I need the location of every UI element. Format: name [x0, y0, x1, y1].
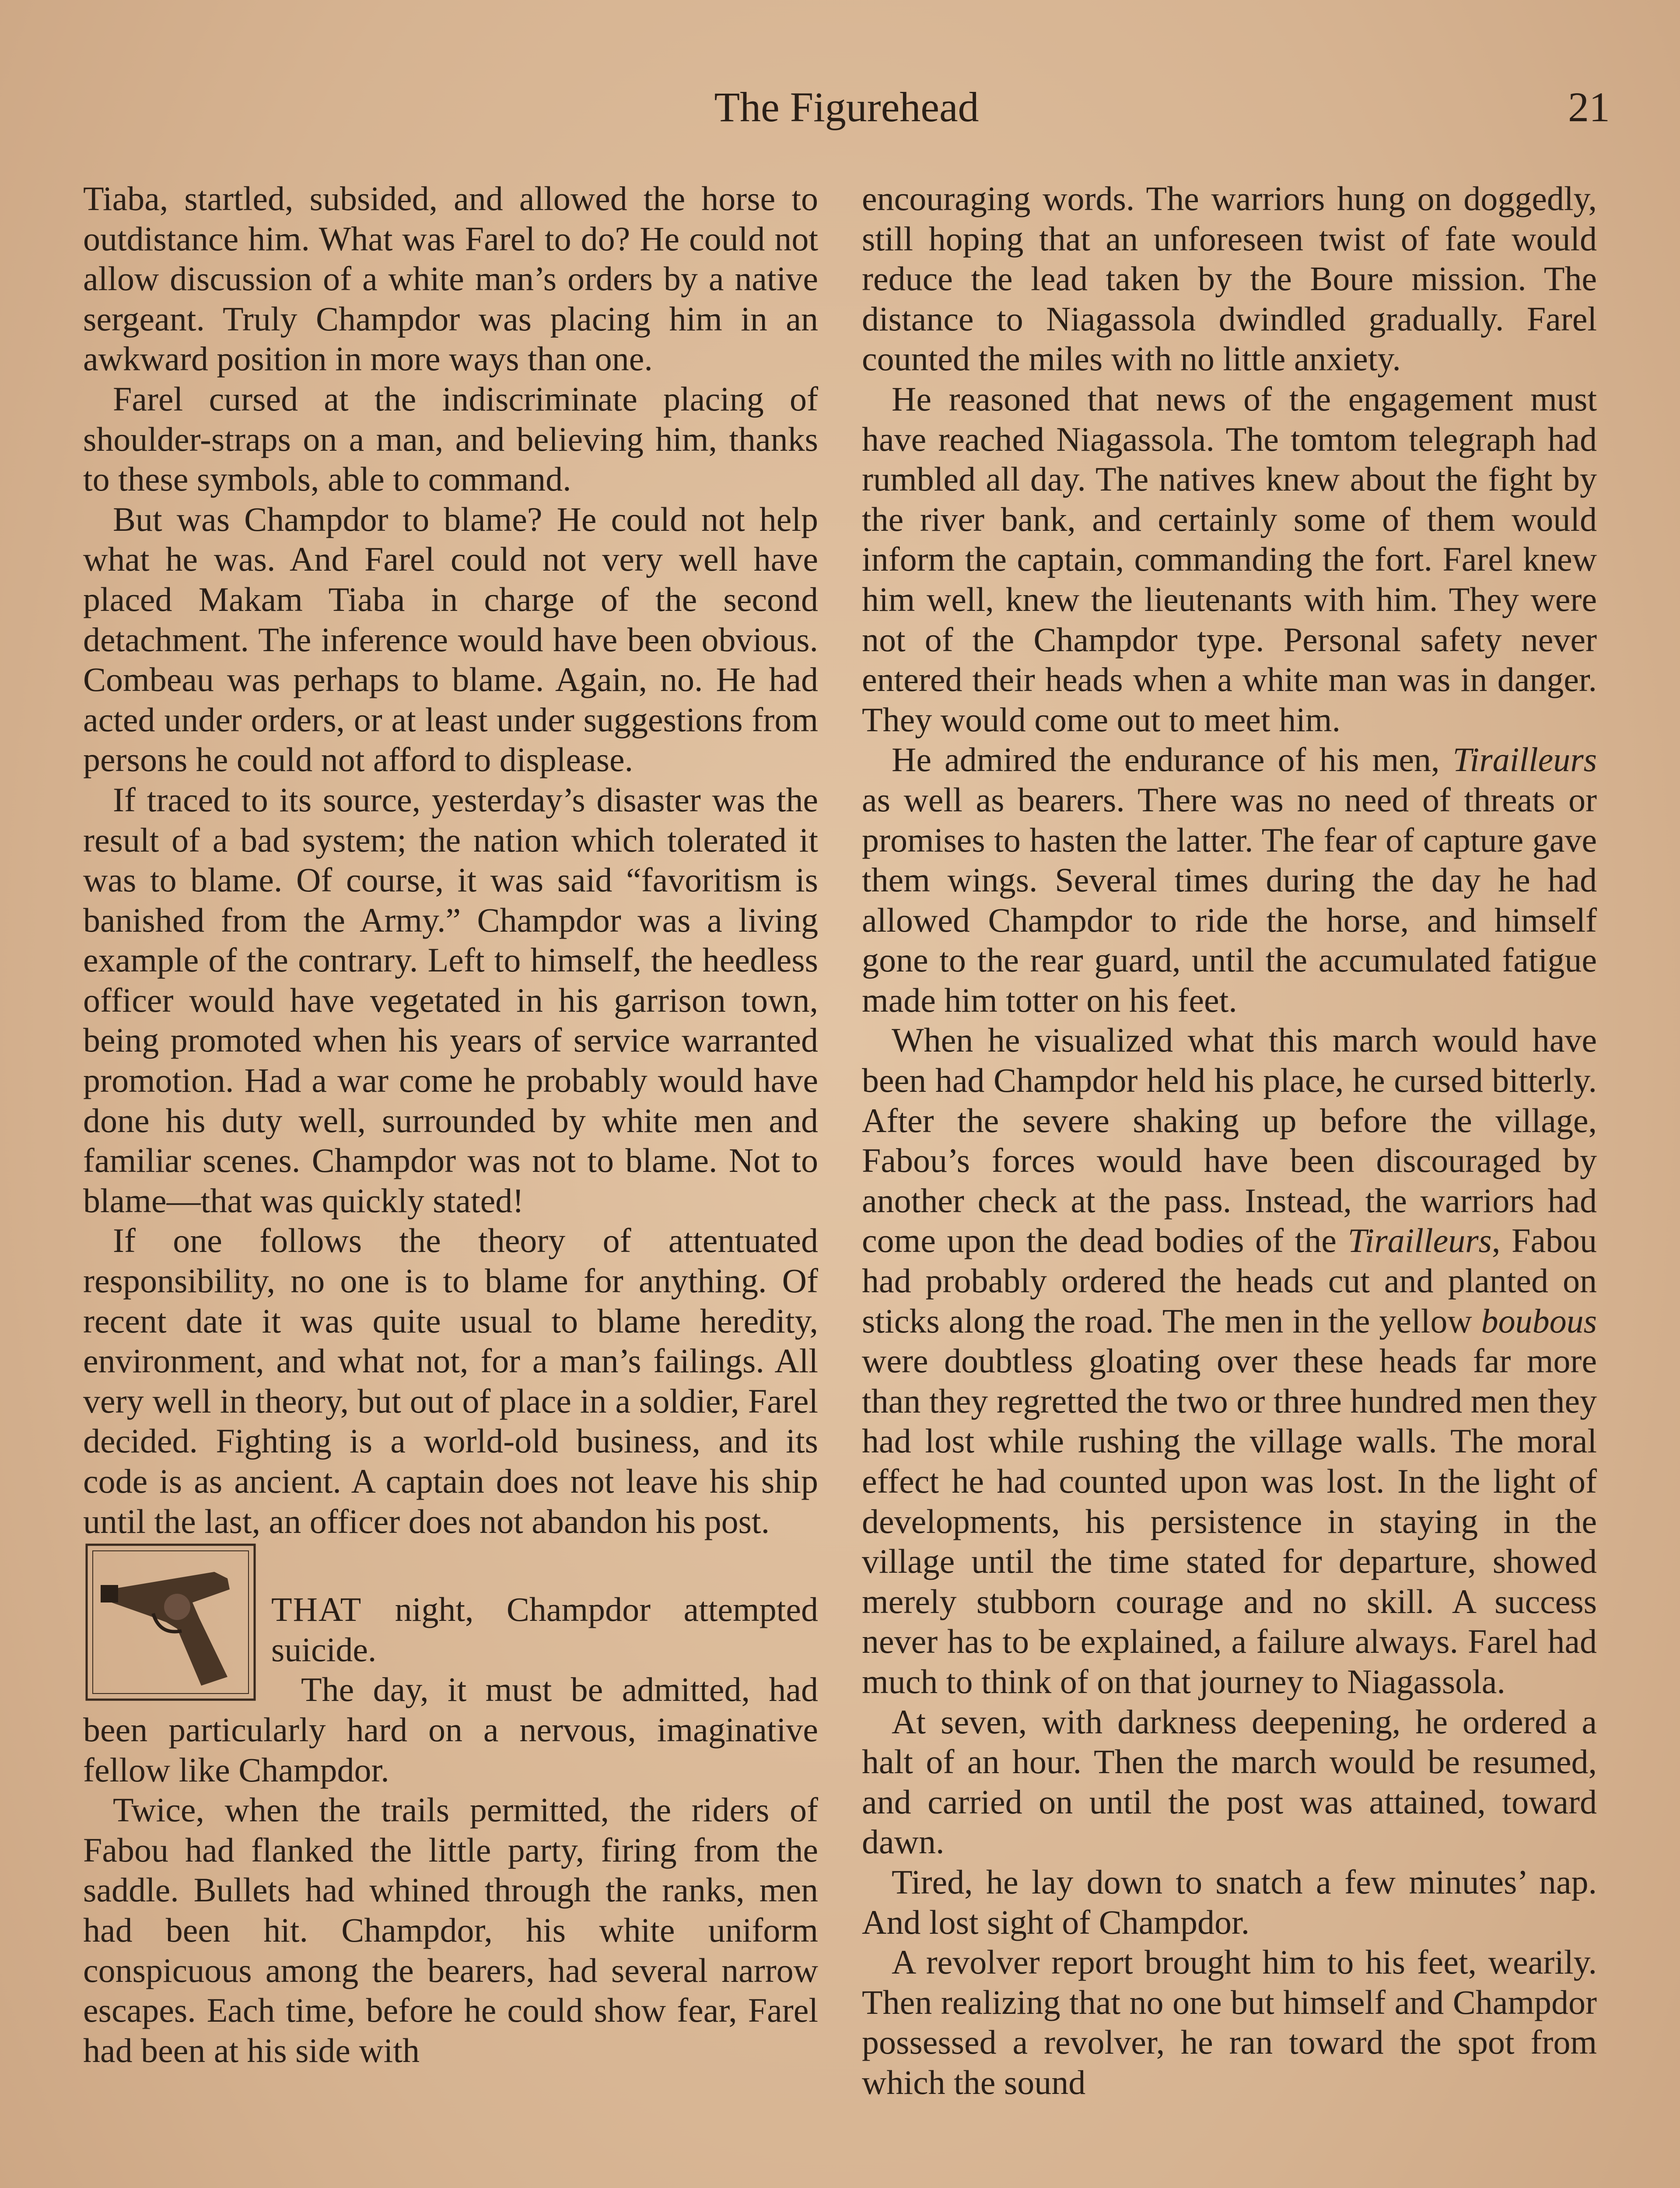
left-column [83, 179, 818, 2188]
paragraph: Farel cursed at the indiscriminate placing of shoulder-straps on a man, and believing him, thanks to these symbols, able to command. [83, 379, 818, 498]
paragraph: A revolver report brought him to his feet, wearily. Then realizing that no one but himself and Champdor possessed a revolver, he ran toward the spot from which the sound [862, 1943, 1597, 2101]
paragraph: He reasoned that news of the engagement must have reached Niagassola. The tomtom telegraph had rumbled all day. The natives knew about the fight by the river bank, and certainly some of them would inform the captain, commanding the fort. Farel knew him well, knew the lieutenants with him. They were not of the Champdor type. Personal safety never entered their heads when a white man was in danger. They would come out to meet him. [862, 379, 1597, 739]
paragraph: If traced to its source, yesterday’s disaster was the result of a bad system; the nation which tolerated it was to blame. Of course, it was said “favoritism is banished from the Army.” Champdor was a living example of the contrary. Left to himself, the heedless officer would have vegetated in his garrison town, being promoted when his years of service warranted promotion. Had a war come he probably would have done his duty well, surrounded by white men and familiar scenes. Champdor was not to blame. Not to blame—that was quickly stated! [83, 780, 818, 1220]
paragraph: When he visualized what this march would have been had Champdor held his place, he cursed bitterly. After the severe shaking up before the village, Fabou’s forces would have been discouraged by another check at the pass. Instead, the warriors had come upon the dead bodies of the Tirailleurs, Fabou had probably ordered the heads cut and planted on sticks along the road. The men in the yellow boubous were doubtless gloating over these heads far more than they regretted the two or three hundred men they had lost while rushing the village walls. The moral effect he had counted upon was lost. In the light of developments, his persistence in staying in the village until the time stated for departure, showed merely stubborn courage and no skill. A success never has to be explained, a failure always. Farel had much to think of on that journey to Niagassola. [862, 1021, 1597, 1701]
paragraph: Tiaba, startled, subsided, and allowed the horse to outdistance him. What was Farel to do? He could not allow discussion of a white man’s orders by a native sergeant. Truly Champdor was placing him in an awkward position in more ways than one. [83, 179, 818, 378]
running-title: The Figurehead [714, 84, 979, 130]
paragraph: The day, it must be admitted, had been particularly hard on a nervous, imaginative fellow like Champdor. [83, 1670, 818, 1789]
page-header [83, 83, 1610, 149]
right-column [862, 179, 1597, 2188]
paragraph: Tired, he lay down to snatch a few minutes’ nap. And lost sight of Champdor. [862, 1862, 1597, 1941]
paragraph: If one follows the theory of attentuated responsibility, no one is to blame for anything. Of recent date it was quite usual to blame heredity, environment, and what not, for a man’s failings. All very well in theory, but out of place in a soldier, Farel decided. Fighting is a world-old business, and its code is as ancient. A captain does not leave his ship until the last, an officer does not abandon his post. [83, 1221, 818, 1540]
paragraph: He admired the endurance of his men, Tirailleurs as well as bearers. There was no need of threats or promises to hasten the latter. The fear of capture gave them wings. Several times during the day he had allowed Champdor to ride the horse, and himself gone to the rear guard, until the accumulated fatigue made him totter on his feet. [862, 740, 1597, 1019]
paragraph: THAT night, Champdor attempted suicide. [271, 1590, 818, 1669]
paragraph: At seven, with darkness deepening, he ordered a halt of an hour. Then the march would be resumed, and carried on until the post was attained, toward dawn. [862, 1702, 1597, 1861]
revolver-icon [83, 1541, 258, 1703]
paragraph: Twice, when the trails permitted, the riders of Fabou had flanked the little party, firing from the saddle. Bullets had whined through the ranks, men had been hit. Champdor, his white uniform conspicuous among the bearers, had several narrow escapes. Each time, before he could show fear, Farel had been at his side with [83, 1791, 818, 2069]
paragraph: encouraging words. The warriors hung on doggedly, still hoping that an unforeseen twist of fate would reduce the lead taken by the Boure mission. The distance to Niagassola dwindled gradually. Farel counted the miles with no little anxiety. [862, 179, 1597, 378]
page-number: 21 [1568, 84, 1610, 130]
lead-in: THAT [271, 1590, 362, 1629]
paragraph: But was Champdor to blame? He could not help what he was. And Farel could not very well have placed Makam Tiaba in charge of the second detachment. The inference would have been obvious. Combeau was perhaps to blame. Again, no. He had acted under orders, or at least under suggestions from persons he could not afford to displease. [83, 500, 818, 779]
